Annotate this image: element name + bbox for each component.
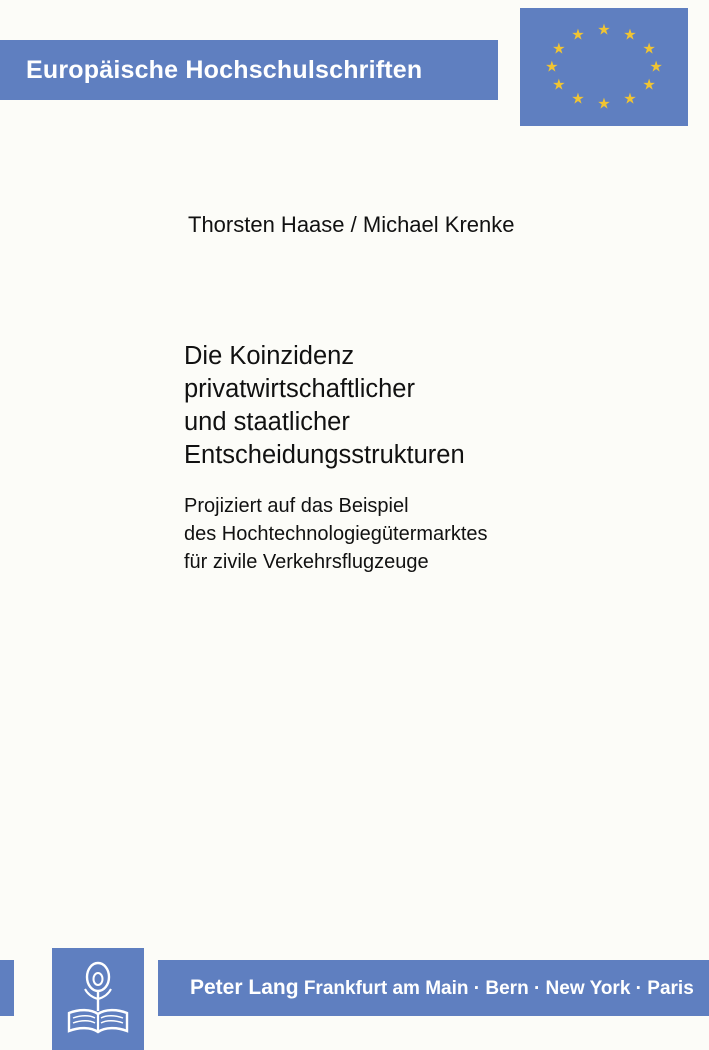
subtitle-line-2: des Hochtechnologiegütermarktes (184, 523, 488, 545)
eu-star: ★ (571, 90, 585, 108)
subtitle-line-3: für zivile Verkehrsflugzeuge (184, 551, 429, 573)
title-line-4: Entscheidungsstrukturen (184, 441, 465, 469)
european-union-flag (520, 8, 688, 126)
eu-star: ★ (597, 95, 611, 113)
title-line-3: und staatlicher (184, 408, 350, 436)
eu-star: ★ (642, 76, 656, 94)
subtitle-line-1: Projiziert auf das Beispiel (184, 495, 409, 517)
peter-lang-tree-book-logo (52, 948, 144, 1050)
series-title: Europäische Hochschulschriften (26, 55, 423, 84)
eu-star: ★ (623, 90, 637, 108)
subtitle (184, 492, 654, 576)
publisher-cities: Frankfurt am Main · Bern · New York · Paris (303, 978, 694, 999)
eu-star: ★ (552, 76, 566, 94)
series-banner (0, 40, 498, 100)
publisher-line (190, 976, 694, 1000)
eu-star: ★ (571, 26, 585, 44)
left-edge-strip (0, 960, 14, 1016)
publisher-banner (158, 960, 709, 1016)
eu-star: ★ (649, 58, 663, 76)
eu-star: ★ (623, 26, 637, 44)
tree-book-icon (63, 959, 133, 1039)
author-line: Thorsten Haase / Michael Krenke (188, 212, 515, 237)
eu-star: ★ (552, 40, 566, 58)
eu-star: ★ (642, 40, 656, 58)
page-title (184, 340, 654, 472)
eu-star: ★ (597, 21, 611, 39)
title-line-1: Die Koinzidenz (184, 342, 355, 370)
title-line-2: privatwirtschaftlicher (184, 375, 415, 403)
eu-stars-circle (520, 8, 688, 126)
eu-star: ★ (545, 58, 559, 76)
publisher-imprint: Peter Lang (190, 976, 299, 999)
